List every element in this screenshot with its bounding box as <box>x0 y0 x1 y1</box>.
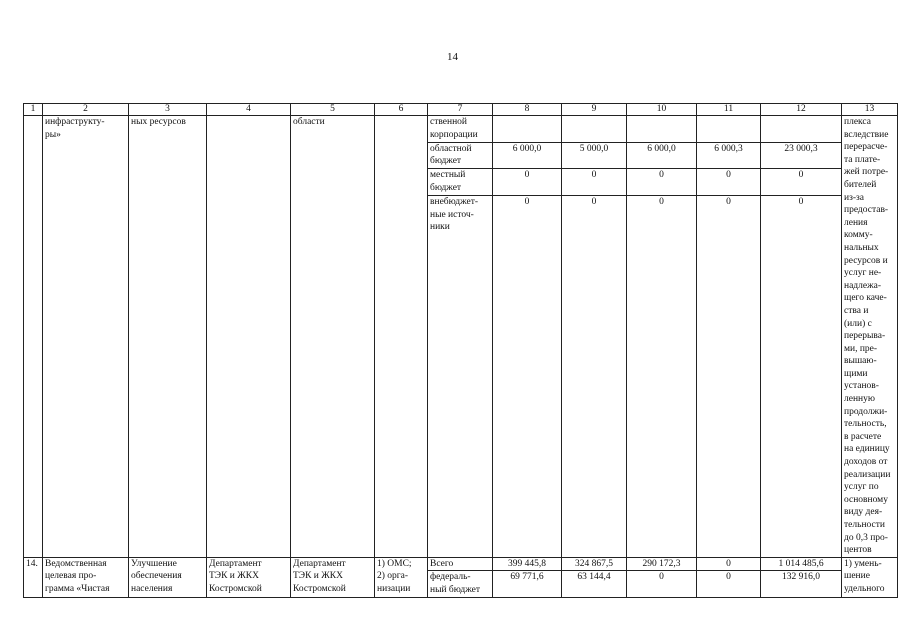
column-number-6: 6 <box>375 104 428 116</box>
row-14-amount-v10: 290 172,3 <box>627 557 697 571</box>
continuation-amount-v8: 0 <box>493 196 562 558</box>
row-14-amount-v12: 132 916,0 <box>761 571 842 598</box>
row-14-funding-source: Всего <box>428 557 493 571</box>
continuation-amount-v12: 0 <box>761 196 842 558</box>
continuation-amount-v12: 23 000,3 <box>761 142 842 169</box>
continuation-funding-source: местный бюджет <box>428 169 493 196</box>
continuation-amount-v9 <box>562 116 627 143</box>
continuation-amount-v12: 0 <box>761 169 842 196</box>
continuation-amount-v10: 0 <box>627 196 697 558</box>
column-number-10: 10 <box>627 104 697 116</box>
continuation-cell-c13: плекса вследствие перерасче- та плате- жей потре- бителей из-за предостав- ления комму- нальных ресурсов и услуг не- надлежа- щего каче- ства и (или) с перерыва- ми, пре- вышаю- щими установ- ленную продолжи- тельность, в расчете на единицу доходов от реализации услуг по основному виду дея- тельности до 0,3 про- центов <box>842 116 898 558</box>
column-number-2: 2 <box>43 104 129 116</box>
row-14-cell-c5: Департамент ТЭК и ЖКХ Костромской <box>291 557 375 598</box>
continuation-funding-source: внебюджет- ные источ- ники <box>428 196 493 558</box>
continuation-amount-v9: 0 <box>562 169 627 196</box>
continuation-amount-v10: 0 <box>627 169 697 196</box>
budget-table <box>23 103 898 598</box>
row-14-cell-c13: 1) умень- шение удельного <box>842 557 898 598</box>
column-number-13: 13 <box>842 104 898 116</box>
row-14-cell-c3: Улучшение обеспечения населения <box>129 557 207 598</box>
continuation-funding-source: областной бюджет <box>428 142 493 169</box>
row-14-amount-v11: 0 <box>697 571 761 598</box>
continuation-row <box>24 116 898 143</box>
continuation-cell-c2: инфраструкту- ры» <box>43 116 129 558</box>
continuation-cell-c5: области <box>291 116 375 558</box>
continuation-amount-v9: 5 000,0 <box>562 142 627 169</box>
column-number-7: 7 <box>428 104 493 116</box>
row-14-amount-v8: 69 771,6 <box>493 571 562 598</box>
continuation-amount-v11: 0 <box>697 196 761 558</box>
continuation-amount-v9: 0 <box>562 196 627 558</box>
column-number-5: 5 <box>291 104 375 116</box>
page-number: 14 <box>447 51 458 63</box>
row-14-amount-v10: 0 <box>627 571 697 598</box>
column-number-12: 12 <box>761 104 842 116</box>
row-14-amount-v8: 399 445,8 <box>493 557 562 571</box>
continuation-amount-v8 <box>493 116 562 143</box>
continuation-cell-c6 <box>375 116 428 558</box>
continuation-cell-c1 <box>24 116 43 558</box>
column-number-row <box>24 104 898 116</box>
row-14-cell-c2: Ведомственная целевая про- грамма «Чистая <box>43 557 129 598</box>
continuation-cell-c4 <box>207 116 291 558</box>
continuation-amount-v11: 0 <box>697 169 761 196</box>
continuation-funding-source: ственной корпорации <box>428 116 493 143</box>
row-14-funding-source: федераль- ный бюджет <box>428 571 493 598</box>
row-14-amount-v9: 63 144,4 <box>562 571 627 598</box>
row-14-amount-v12: 1 014 485,6 <box>761 557 842 571</box>
row-14-amount-v11: 0 <box>697 557 761 571</box>
row-14-row <box>24 557 898 571</box>
continuation-amount-v8: 6 000,0 <box>493 142 562 169</box>
column-number-8: 8 <box>493 104 562 116</box>
column-number-1: 1 <box>24 104 43 116</box>
column-number-3: 3 <box>129 104 207 116</box>
column-number-9: 9 <box>562 104 627 116</box>
continuation-amount-v10 <box>627 116 697 143</box>
continuation-amount-v10: 6 000,0 <box>627 142 697 169</box>
row-14-amount-v9: 324 867,5 <box>562 557 627 571</box>
continuation-amount-v11: 6 000,3 <box>697 142 761 169</box>
continuation-amount-v11 <box>697 116 761 143</box>
continuation-amount-v12 <box>761 116 842 143</box>
continuation-amount-v8: 0 <box>493 169 562 196</box>
column-number-4: 4 <box>207 104 291 116</box>
continuation-cell-c3: ных ресурсов <box>129 116 207 558</box>
column-number-11: 11 <box>697 104 761 116</box>
row-14-cell-c4: Департамент ТЭК и ЖКХ Костромской <box>207 557 291 598</box>
row-14-cell-c1: 14. <box>24 557 43 598</box>
row-14-cell-c6: 1) ОМС; 2) орга- низации <box>375 557 428 598</box>
